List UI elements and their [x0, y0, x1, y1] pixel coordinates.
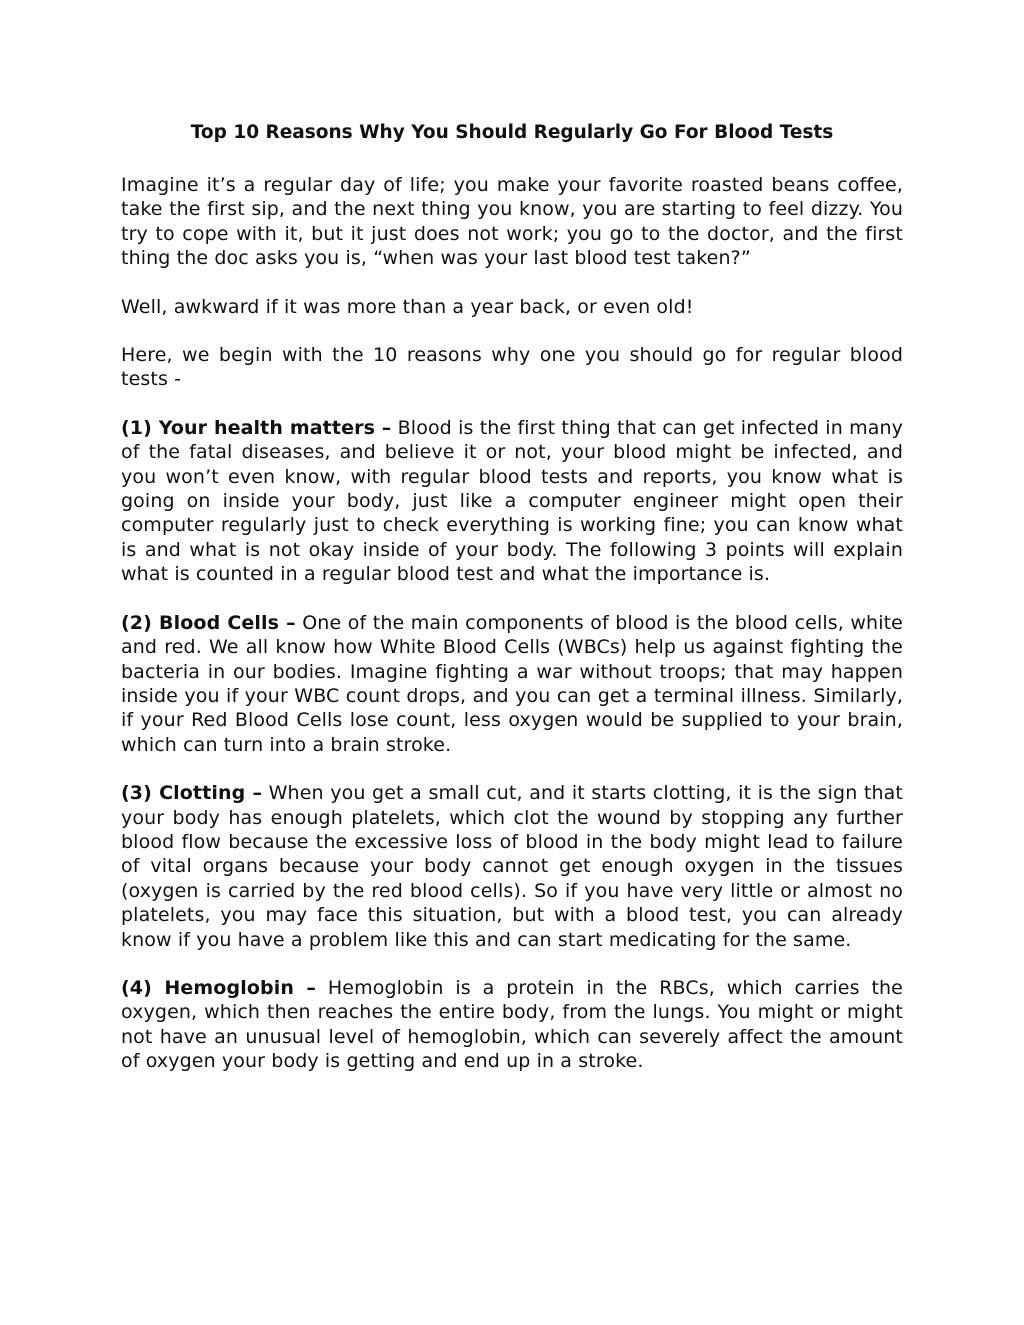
reason-paragraph-2 [121, 611, 903, 757]
reason-body: When you get a small cut, and it starts clotting, it is the sign that your body has enough platelets, which clot the wound by stopping any further blood flow because the excessive loss of blood in the body might lead to failure of vital organs because your body cannot get enough oxygen in the tissues (oxygen is carried by the red blood cells). So if you have very little or almost no platelets, you may face this situation, but with a blood test, you can already know if you have a problem like this and can start medicating for the same. [121, 782, 903, 951]
document-title: Top 10 Reasons Why You Should Regularly Go For Blood Tests [190, 122, 834, 143]
reason-paragraph-4 [121, 976, 903, 1074]
reason-body: One of the main components of blood is the blood cells, white and red. We all know how White Blood Cells (WBCs) help us against fighting the bacteria in our bodies. Imagine fighting a war without troops; that may happen inside you if your WBC count drops, and you can get a terminal illness. Similarly, if your Red Blood Cells lose count, less oxygen would be supplied to your brain, which can turn into a brain stroke. [121, 611, 903, 756]
intro-paragraph: Well, awkward if it was more than a year back, or even old! [121, 295, 694, 318]
reason-paragraph-3 [121, 781, 903, 952]
reason-paragraph-1 [121, 416, 903, 587]
reason-body: Hemoglobin is a protein in the RBCs, which carries the oxygen, which then reaches the entire body, from the lungs. You might or might not have an unusual level of hemoglobin, which can severely affect the amount of oxygen your body is getting and end up in a stroke. [121, 976, 903, 1073]
reason-heading: (2) Blood Cells – [121, 611, 296, 634]
reason-heading: (3) Clotting – [121, 782, 263, 805]
document-page [121, 118, 903, 1098]
reason-heading: (4) Hemoglobin – [121, 976, 317, 999]
reason-heading: (1) Your health matters – [121, 416, 392, 439]
intro-paragraph: Here, we begin with the 10 reasons why one you should go for regular blood tests - [121, 344, 903, 391]
intro-paragraph: Imagine it’s a regular day of life; you make your favorite roasted beans coffee, take the first sip, and the next thing you know, you are starting to feel dizzy. You try to cope with it, but it just does not work; you go to the doctor, and the first thing the doc asks you is, “when was your last blood test taken?” [121, 174, 903, 270]
reason-body: Blood is the first thing that can get infected in many of the fatal diseases, and believe it or not, your blood might be infected, and you won’t even know, with regular blood tests and reports, you know what is going on inside your body, just like a computer engineer might open their computer regularly just to check everything is working fine; you can know what is and what is not okay inside of your body. The following 3 points will explain what is counted in a regular blood test and what the importance is. [121, 416, 903, 586]
